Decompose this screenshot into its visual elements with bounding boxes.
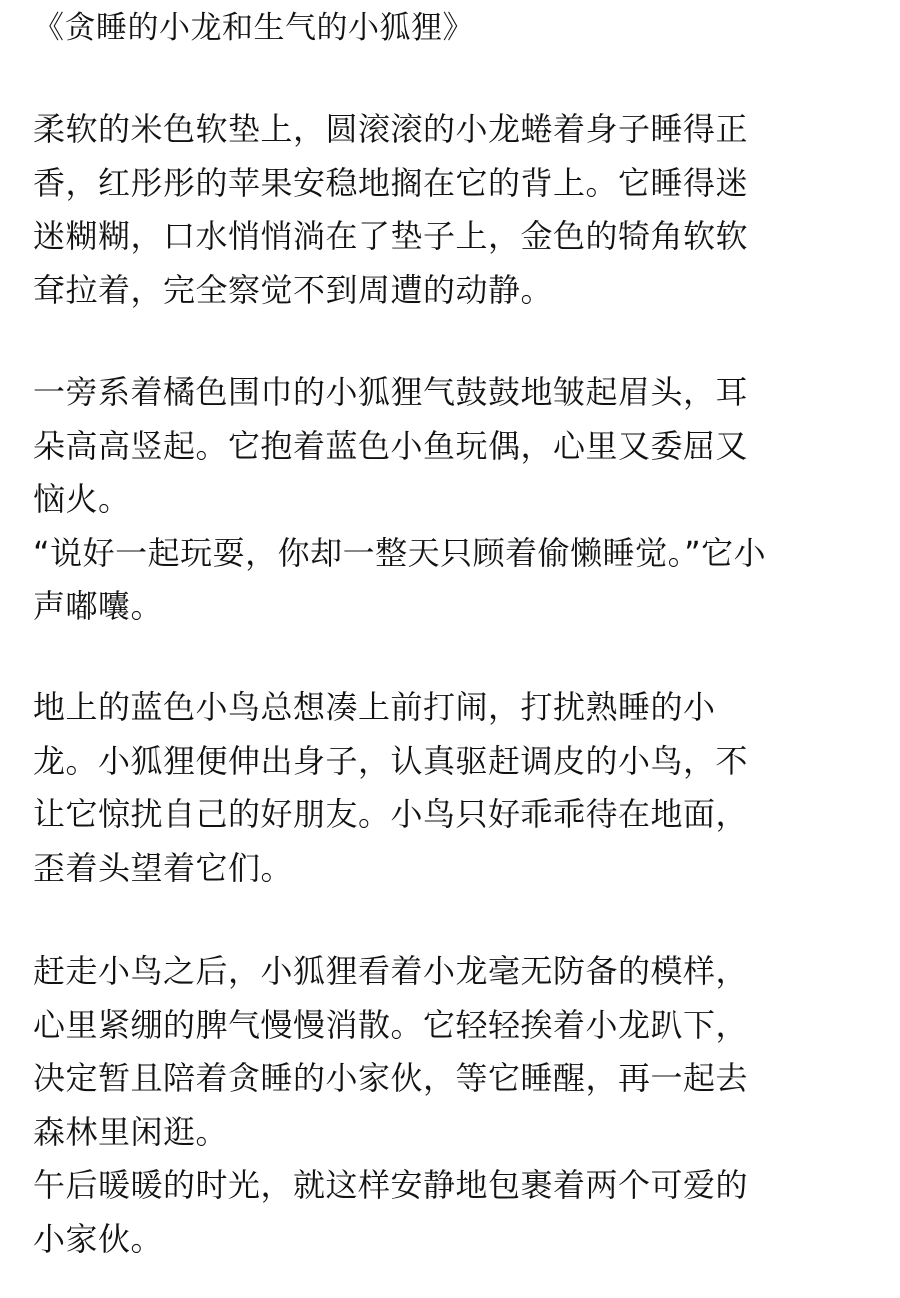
paragraph-line: 地上的蓝色小鸟总想凑上前打闹，打扰熟睡的小 (33, 688, 716, 726)
paragraph-blue-bird (33, 681, 863, 895)
paragraph-line: 柔软的米色软垫上，圆滚滚的小龙蜷着身子睡得正 (33, 110, 749, 148)
paragraph-line: 歪着头望着它们。 (33, 848, 294, 887)
paragraph-line: 声嘟囔。 (33, 587, 164, 625)
paragraph-angry-fox (33, 366, 863, 634)
paragraph-line: 耷拉着，完全察觉不到周遭的动静。 (33, 270, 554, 309)
document-title: 《贪睡的小龙和生气的小狐狸》 (33, 10, 474, 46)
paragraph-line: “说好一起玩耍，你却一整天只顾着偷懒睡觉。”它小 (33, 533, 767, 572)
paragraph-line: 午后暖暖的时光，就这样安静地包裹着两个可爱的 (33, 1166, 749, 1204)
paragraph-line: 一旁系着橘色围巾的小狐狸气鼓鼓地皱起眉头，耳 (33, 373, 749, 411)
paragraph-line: 让它惊扰自己的好朋友。小鸟只好乖乖待在地面， (33, 795, 749, 833)
paragraph-line: 龙。小狐狸便伸出身子，认真驱赶调皮的小鸟，不 (33, 741, 749, 780)
paragraph-line: 心里紧绷的脾气慢慢消散。它轻轻挨着小龙趴下， (33, 1005, 749, 1044)
paragraph-afternoon (33, 945, 863, 1266)
paragraph-sleeping-dragon (33, 103, 863, 317)
paragraph-line: 赶走小鸟之后，小狐狸看着小龙毫无防备的模样， (33, 952, 749, 990)
paragraph-line: 恼火。 (33, 480, 131, 518)
paragraph-line: 小家伙。 (33, 1219, 164, 1258)
paragraph-line: 决定暂且陪着贪睡的小家伙，等它睡醒，再一起去 (33, 1059, 749, 1097)
paragraph-line: 迷糊糊，口水悄悄淌在了垫子上，金色的犄角软软 (33, 217, 749, 255)
paragraph-line: 森林里闲逛。 (33, 1112, 229, 1151)
paragraph-line: 朵高高竖起。它抱着蓝色小鱼玩偶，心里又委屈又 (33, 426, 749, 465)
paragraph-line: 香，红彤彤的苹果安稳地搁在它的背上。它睡得迷 (33, 163, 749, 202)
